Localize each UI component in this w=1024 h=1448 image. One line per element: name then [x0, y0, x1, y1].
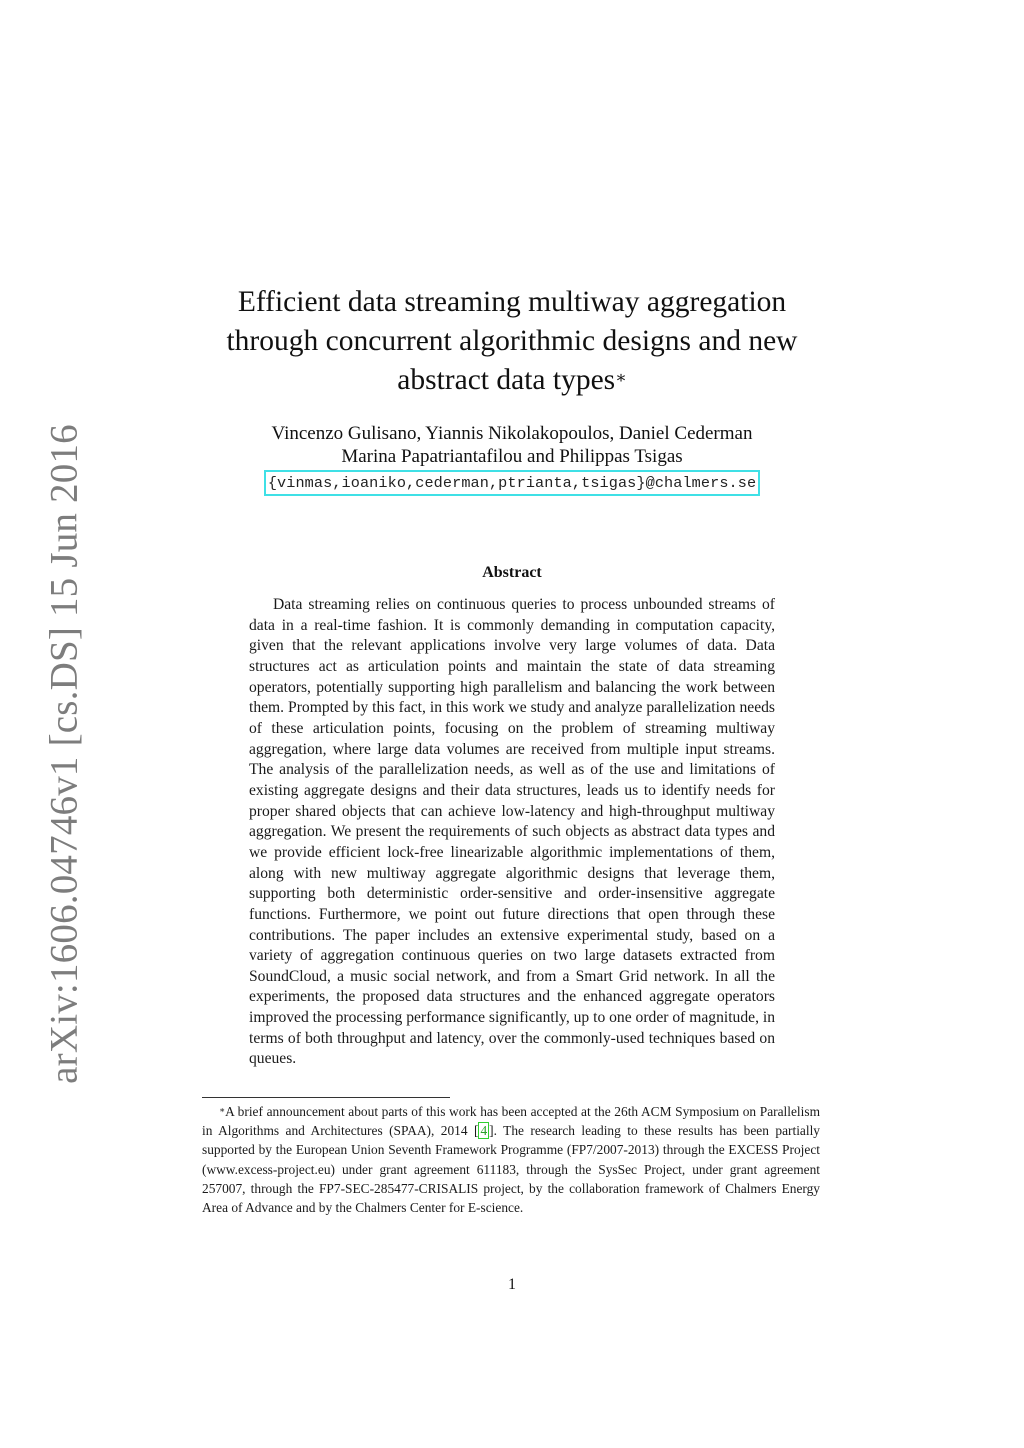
author-email-link[interactable]: {vinmas,ioaniko,cederman,ptrianta,tsigas}@chalmers.se	[264, 470, 760, 496]
abstract-heading: Abstract	[482, 564, 542, 581]
arxiv-identifier: arXiv:1606.04746v1 [cs.DS] 15 Jun 2016	[42, 424, 86, 1084]
authors-line-2: Marina Papatriantafilou and Philippas Tsigas	[341, 446, 683, 467]
title-footnote-marker[interactable]: ∗	[615, 368, 627, 387]
footnote-paragraph	[202, 1102, 820, 1217]
author-list	[200, 422, 824, 468]
email-container	[200, 470, 824, 496]
title-line-3	[200, 361, 824, 400]
abstract-body	[249, 595, 775, 1070]
title-line-2: through concurrent algorithmic designs and new	[226, 325, 798, 357]
title-line-3-text: abstract data types	[397, 364, 616, 396]
page-number: 1	[508, 1276, 516, 1293]
paper-title	[200, 283, 824, 400]
footnote	[202, 1102, 820, 1217]
footnote-marker: ∗	[219, 1105, 226, 1115]
title-line-1: Efficient data streaming multiway aggregation	[237, 286, 787, 318]
citation-link[interactable]: 4	[480, 1123, 488, 1139]
abstract-paragraph: Data streaming relies on continuous queries to process unbounded streams of data in a real-time fashion. It is commonly demanding in computation capacity, given that the relevant applications involve very large volumes of data. Data structures act as articulation points and maintain the state of data streaming operators, potentially supporting high parallelism and balancing the work between them. Prompted by this fact, in this work we study and analyze parallelization needs of these articulation points, focusing on the problem of streaming multiway aggregation, where large data volumes are received from multiple input streams. The analysis of the parallelization needs, as well as of the use and limitations of existing aggregate designs and their data structures, leads us to identify needs for proper shared objects that can achieve low-latency and high-throughput multiway aggregation. We present the requirements of such objects as abstract data types and we provide efficient lock-free linearizable algorithmic implementations of them, along with new multiway aggregate algorithmic designs that leverage them, supporting both deterministic order-sensitive and order-insensitive aggregate functions. Furthermore, we point out future directions that open through these contributions. The paper includes an extensive experimental study, based on a variety of aggregation continuous queries on two large datasets extracted from SoundCloud, a music social network, and from a Smart Grid network. In all the experiments, the proposed data structures and the enhanced aggregate operators improved the processing performance significantly, up to one order of magnitude, in terms of both throughput and latency, over the commonly-used techniques based on queues.	[249, 596, 775, 1068]
authors-line-1: Vincenzo Gulisano, Yiannis Nikolakopoulos, Daniel Cederman	[271, 423, 753, 444]
footnote-text-after-cite: ]. The research leading to these results has been partially supported by the European Union Seventh Framework Programme (FP7/2007-2013) through the EXCESS Project (www.excess-project.eu) under grant agreement 611183, through the SysSec Project, under grant agreement 257007, through the FP7-SEC-285477-CRISALIS project, by the collaboration framework of Chalmers Energy Area of Advance and by the Chalmers Center for E-science.	[202, 1123, 820, 1216]
footnote-text-before-cite: A brief announcement about parts of this work has been accepted at the 26th ACM Symposium on Parallelism in Algorithms and Architectures (SPAA), 2014 [	[202, 1104, 820, 1139]
footnote-divider	[202, 1097, 450, 1098]
